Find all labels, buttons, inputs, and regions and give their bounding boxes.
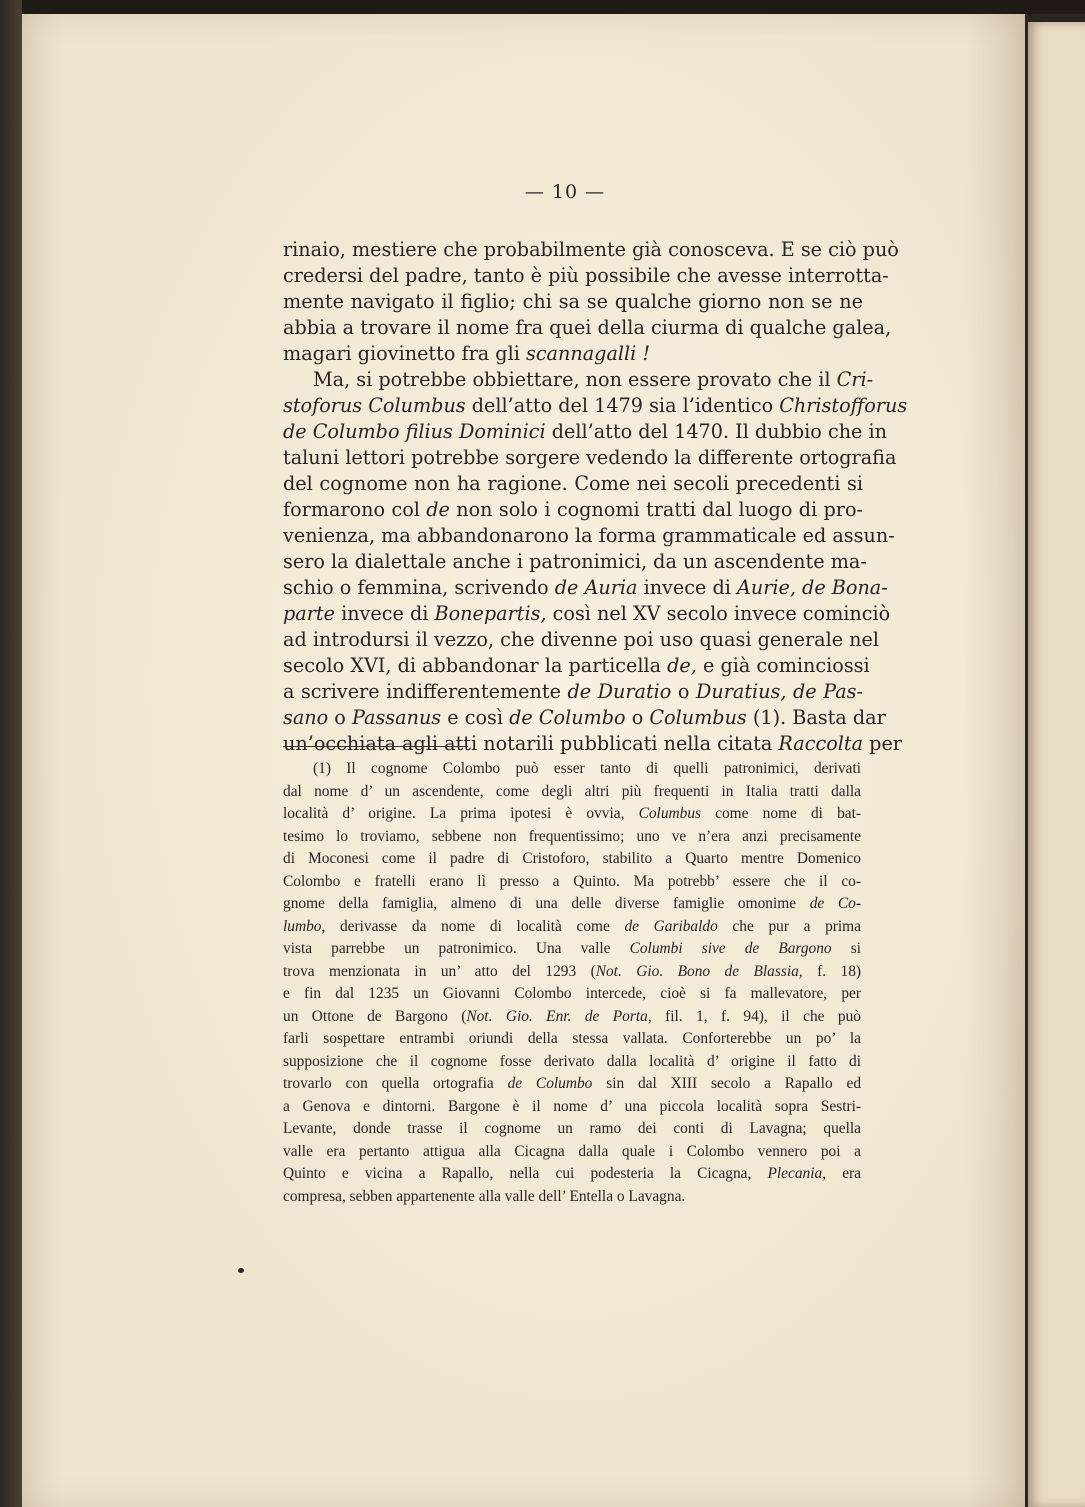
footnote-line [283,1141,861,1164]
footnote-italic-span: Not. Gio. Bono de Blassia, [595,962,803,980]
body-text-span: ad introdursi il vezzo, che divenne poi uso quasi generale nel [283,628,880,651]
footnote-italic-span: de Garibaldo [624,917,718,935]
footnote-line [283,961,861,984]
footnote-text-span: Levante, donde trasse il cognome un ramo dei conti di Lavagna; quella [283,1120,861,1137]
body-line [283,549,867,575]
body-text-span: un’occhiata agli atti notarili pubblicati nella citata [283,732,779,755]
body-text-span: e così [441,706,510,729]
body-italic-span: parte [283,602,335,625]
body-italic-span: Passanus [351,706,442,729]
body-line [283,393,908,419]
footnote-text [283,758,861,1208]
footnote-text-span: supposizione che il cognome fosse derivato dalla località d’ origine il fatto di [283,1052,861,1070]
body-text-span: rinaio, mestiere che probabilmente già conosceva. E se ciò può [283,238,899,261]
footnote-text-span: compresa, sebben appartenente alla valle dell’ Entella o Lavagna. [283,1187,686,1205]
footnote-text-span: trova menzionata in un’ atto del 1293 ( [283,962,596,980]
body-text-span: venienza, ma abbandonarono la forma grammaticale ed assun- [283,524,895,547]
footnote-text-span: si [831,940,861,957]
body-line [283,731,902,757]
body-line [283,341,863,367]
footnote-italic-span: Columbi sive de Bargono [629,940,832,957]
footnote-italic-span: Plecania, [767,1165,827,1182]
footnote-text-span: che pur a prima [717,917,861,935]
body-line [283,705,886,731]
footnote-italic-span: lumbo, [283,917,326,935]
body-text-span: invece di [334,602,435,625]
footnote-line [283,983,861,1006]
body-line [283,263,889,289]
footnote-line [283,1186,861,1209]
footnote-line [283,1096,861,1119]
body-italic-span: sano [283,706,329,729]
footnote-text-span: valle era pertanto attigua alla Cicagna dalla quale i Colombo vennero poi a [283,1142,861,1160]
body-text-span: credersi del padre, tanto è più possibile che avesse interrotta- [283,264,889,287]
footnote-text-span: farli sospettare entrambi oriundi della stessa vallata. Conforterebbe un po’ la [283,1030,861,1047]
footnote-text-span: dal nome d’ un ascendente, come degli altri più frequenti in Italia tratti dalla [283,782,861,800]
page-number: — 10 — [524,181,606,203]
footnote-line [283,893,861,916]
body-line [283,367,874,393]
footnote-line [283,938,861,961]
body-text-span: e già cominciossi [696,654,870,677]
body-italic-span: Bonepartis, [434,602,547,625]
body-text-span: schio o femmina, scrivendo [283,576,555,599]
body-text-span: a scrivere indifferentemente [283,680,568,703]
footnote-text-span: derivasse da nome di località come [325,917,625,935]
body-italic-span: Raccolta [778,732,864,755]
body-line [283,497,863,523]
body-text-span: non solo i cognomi tratti dal luogo di pro- [449,498,864,521]
body-line [283,315,892,341]
footnote-italic-span: Not. Gio. Enr. de Porta, [466,1007,652,1025]
body-italic-span: Christofforus [779,394,908,417]
footnote-line [283,1073,861,1096]
body-line [283,679,863,705]
footnote-line [283,1118,861,1141]
footnote-line [283,1163,861,1186]
footnote-line [283,826,861,849]
body-italic-span: Aurie, de Bona- [736,576,888,599]
footnote-text-span: un Ottone de Bargono ( [283,1007,467,1025]
body-text-span: secolo XVI, di abbandonar la particella [283,654,668,677]
body-text-span: formarono col [283,498,427,521]
body-line [283,289,863,315]
footnote-text-span: Colombo e fratelli erano lì presso a Quinto. Ma potrebb’ essere che il co- [283,872,861,890]
body-line [283,523,895,549]
footnote-italic-span: de Columbo [507,1075,593,1092]
body-italic-span: de Duratio [567,680,672,703]
footnote-text-span: località d’ origine. La prima ipotesi è ovvia, [283,805,639,822]
footnote-line [283,848,861,871]
body-text-span: taluni lettori potrebbe sorgere vedendo la differente ortografia [283,446,897,469]
body-text-span: o [328,706,352,729]
body-text-span: per [863,732,902,755]
body-line [283,445,897,471]
footnote-text-span: e fin dal 1235 un Giovanni Colombo intercede, cioè si fa mallevatore, per [283,985,861,1002]
body-text-span: dell’atto del 1479 sia l’identico [465,394,780,417]
body-text-span: così nel XV secolo invece cominciò [546,602,891,625]
footnote-text-span: era [826,1165,861,1182]
footnote-line [283,1006,861,1029]
body-text-span: o [625,706,650,729]
body-italic-span: de Columbo filius Dominici [283,420,546,443]
body-text-span: (1). Basta dar [746,706,886,729]
body-italic-span: de Auria [554,576,638,599]
footnote-text-span: come nome di bat- [701,805,861,822]
footnote-text-span: gnome della famiglia, almeno di una delle diverse famiglie omonime [283,895,810,912]
body-text-span: abbia a trovare il nome fra quei della ciurma di qualche galea, [283,316,892,339]
body-line [283,627,880,653]
body-text-span: Ma, si potrebbe obbiettare, non essere provato che il [313,368,837,391]
main-text [283,237,908,757]
body-italic-span: de [426,498,450,521]
body-italic-span: Columbus [649,706,747,729]
footnote-line [283,1051,861,1074]
body-text-span: del cognome non ha ragione. Come nei secoli precedenti si [283,472,863,495]
footnote-text-span: fil. 1, f. 94), il che può [651,1007,861,1025]
footnote-italic-span: de Co- [809,895,861,912]
body-text-span: dell’atto del 1470. Il dubbio che in [545,420,888,443]
footnote-text-span: f. 18) [802,962,862,980]
scan-left-edge [0,0,22,1507]
footnote-line [283,781,861,804]
footnote-text-span: vista parrebbe un patronimico. Una valle [283,940,630,957]
adjacent-page-edge [1028,22,1085,1507]
body-line [283,601,891,627]
footnote-text-span: trovarlo con quella ortografia [283,1075,508,1092]
ink-spot [238,1268,244,1273]
footnote-line [283,916,861,939]
footnote-text-span: tesimo lo troviamo, sebbene non frequentissimo; uno ve n’era anzi precisamente [283,827,861,845]
footnote-line [283,871,861,894]
body-italic-span: scannagalli ! [525,342,651,365]
body-text-span: invece di [637,576,737,599]
body-text-span: sero la dialettale anche i patronimici, da un ascendente ma- [283,550,867,573]
footnote-text-span: Quinto e vicina a Rapallo, nella cui podesteria la Cicagna, [283,1165,768,1182]
body-italic-span: Cri- [836,368,874,391]
body-line [283,237,899,263]
body-italic-span: de Columbo [509,706,626,729]
footnote-line [283,1028,861,1051]
body-line [283,419,888,445]
body-text-span: mente navigato il figlio; chi sa se qualche giorno non se ne [283,290,863,313]
body-text-span: magari giovinetto fra gli [283,342,526,365]
footnote-text-span: di Moconesi come il padre di Cristoforo, stabilito a Quarto mentre Domenico [283,850,861,867]
body-italic-span: de, [667,654,697,677]
footnote-line [283,803,861,826]
footnote-separator [283,746,468,747]
body-text-span: o [671,680,696,703]
body-line [283,471,863,497]
footnote-line [283,758,861,781]
footnote-text-span: a Genova e dintorni. Bargone è il nome d’ una piccola località sopra Sestri- [283,1097,861,1115]
body-line [283,653,870,679]
footnote-italic-span: Columbus [638,805,702,822]
scan-top-edge [0,0,1085,14]
body-line [283,575,888,601]
footnote-text-span: sin dal XIII secolo a Rapallo ed [592,1075,862,1092]
footnote-text-span: (1) Il cognome Colombo può esser tanto di quelli patronimici, derivati [313,760,861,777]
body-italic-span: Duratius, de Pas- [695,680,863,703]
body-italic-span: stoforus Columbus [283,394,466,417]
